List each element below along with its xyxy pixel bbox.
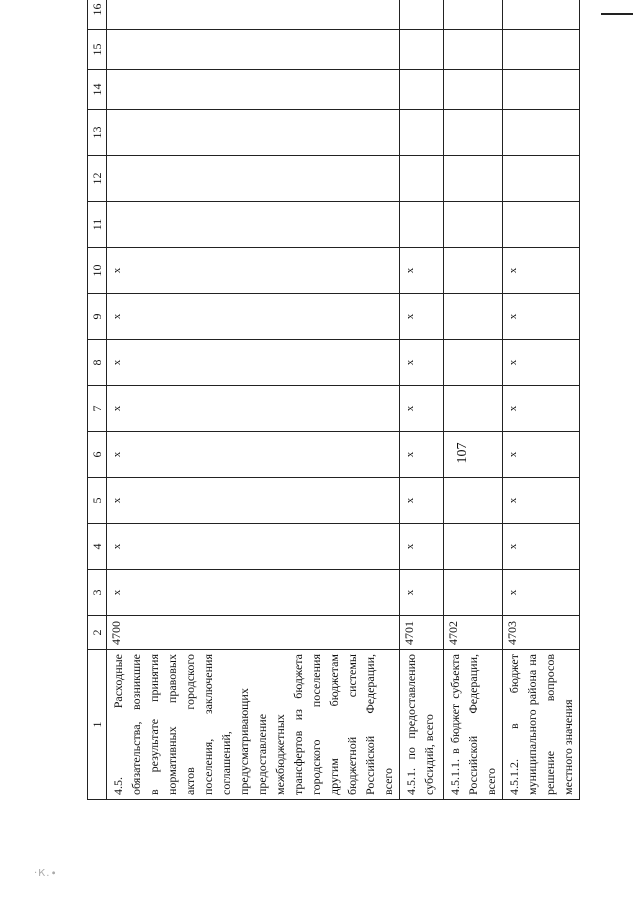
table-cell [400,202,444,248]
column-header: 4 [88,524,107,570]
table-row [400,0,444,800]
table-cell [400,0,444,30]
table-cell [444,340,503,386]
table-cell: x [107,294,400,340]
table-row [107,0,400,800]
table-cell [444,478,503,524]
corner-mark [601,13,633,15]
row-description: 4.5.1. по предоставлению субсидий, всего [400,650,444,800]
column-header: 16 [88,0,107,30]
table-cell [444,0,503,30]
table-cell: x [503,248,580,294]
table-cell: x [503,432,580,478]
table-row [444,0,503,800]
table-cell [503,110,580,156]
table-cell [503,202,580,248]
column-header: 5 [88,478,107,524]
table-cell [444,432,503,478]
column-header: 11 [88,202,107,248]
table-cell [400,70,444,110]
table-cell [107,0,400,30]
row-code: 4703 [503,616,580,650]
table-cell [107,202,400,248]
table-cell: x [107,248,400,294]
table-cell [503,30,580,70]
column-header: 10 [88,248,107,294]
table-cell [444,248,503,294]
rotated-table-wrapper [87,3,575,800]
table-cell: x [400,524,444,570]
table-cell: x [107,478,400,524]
row-code: 4701 [400,616,444,650]
table-row [503,0,580,800]
table-cell: x [107,340,400,386]
table-cell [107,156,400,202]
row-description: 4.5. Расходные обязательства, возникшие в результате принятия нормативных правовых актов городского поселения, заключения соглашений, предусматривающих предоставление межбюджетных трансфертов из бюджета городского поселения другим бюджетам бюджетной системы Российской Федерации, всего [107,650,400,800]
table-cell [444,156,503,202]
table-cell: x [503,524,580,570]
column-header: 1 [88,650,107,800]
table-cell [444,202,503,248]
column-header: 7 [88,386,107,432]
table-cell [444,70,503,110]
table-cell [503,70,580,110]
header-row [88,0,107,800]
column-header: 14 [88,70,107,110]
table-cell: x [400,294,444,340]
table-cell [107,110,400,156]
table-cell [503,156,580,202]
scan-stamp: ·К.∙ [34,868,58,879]
column-header: 12 [88,156,107,202]
table-cell: x [400,386,444,432]
table-cell: x [107,570,400,616]
table-cell: x [503,570,580,616]
table-cell: x [400,478,444,524]
row-description: 4.5.1.1. в бюджет субъекта Российской Федерации, всего [444,650,503,800]
row-code: 4702 [444,616,503,650]
table-cell: x [400,340,444,386]
table-cell [400,110,444,156]
table-cell: x [503,386,580,432]
column-header: 2 [88,616,107,650]
table-body [107,0,580,800]
column-header: 15 [88,30,107,70]
table-cell [444,570,503,616]
table-cell: x [400,248,444,294]
table-cell [400,156,444,202]
column-header: 3 [88,570,107,616]
table-cell: x [400,570,444,616]
budget-obligations-table [87,0,580,800]
table-cell: x [107,524,400,570]
column-header: 6 [88,432,107,478]
page-number: 107 [455,442,470,464]
table-cell: x [503,294,580,340]
table-cell [444,110,503,156]
table-cell [444,524,503,570]
table-cell [400,30,444,70]
table-cell: x [400,432,444,478]
table-cell: x [503,478,580,524]
table-cell [503,0,580,30]
table-cell [107,70,400,110]
row-description: 4.5.1.2. в бюджет муниципального района на решение вопросов местного значения [503,650,580,800]
table-cell [444,30,503,70]
row-code: 4700 [107,616,400,650]
table-cell [444,294,503,340]
table-cell: x [107,386,400,432]
column-header: 9 [88,294,107,340]
table-cell: x [107,432,400,478]
table-cell: x [503,340,580,386]
table-cell [107,30,400,70]
column-header: 8 [88,340,107,386]
table-cell [444,386,503,432]
column-header: 13 [88,110,107,156]
rotated-table [87,3,575,800]
